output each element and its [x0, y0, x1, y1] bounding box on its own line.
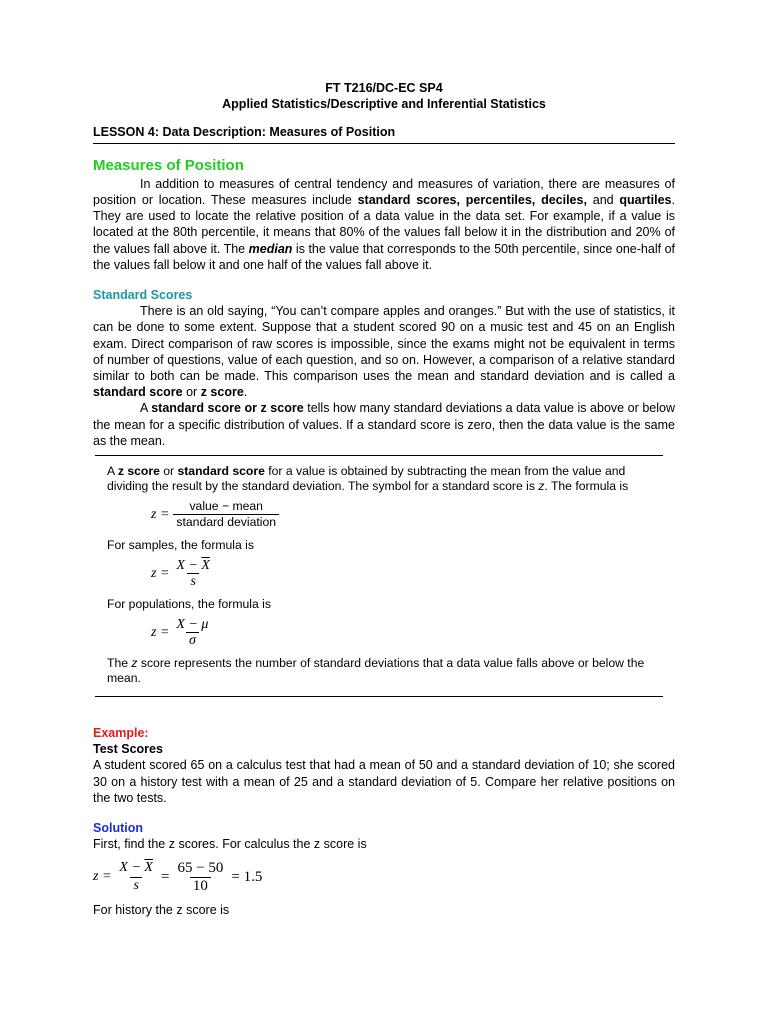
solution-text-2: For history the z score is — [93, 902, 230, 917]
section-title: Measures of Position — [93, 156, 244, 174]
course-title: Applied Statistics/Descriptive and Inferential Statistics — [222, 97, 546, 112]
standard-scores-heading: Standard Scores — [93, 288, 193, 303]
example-label: Example: — [93, 726, 149, 741]
formula-general: z = $\frac{\text{value − mean}}{\text{standard deviation}}$ — [151, 499, 663, 530]
document-content — [93, 80, 675, 918]
solution-text-1: First, find the z scores. For calculus the z score is — [93, 837, 367, 852]
solution-label: Solution — [93, 821, 143, 836]
definition-box — [95, 455, 663, 697]
measures-paragraph: In addition to measures of central tendency and measures of variation, there are measures of position or location. These measures include standard scores, percentiles, deciles, and quartiles. They are used to locate the relative position of a data value in the data set. For example, if a value is located at the 80th percentile, it means that 80% of the values fall below it in the distribution and 20% of the values fall above it. The median is the value that corresponds to the 50th percentile, since one-half of the values fall below it and one half of the values fall above it. — [93, 176, 676, 272]
z-score-explanation: The z score represents the number of standard deviations that a data value falls above or below the mean. — [107, 656, 645, 686]
example-text: A student scored 65 on a calculus test that had a mean of 50 and a standard deviation of 10; she scored 30 on a history test with a mean of 25 and a standard deviation of 5. Compare her relative positions on the two tests. — [93, 758, 675, 805]
populations-label: For populations, the formula is — [107, 597, 271, 612]
standard-scores-paragraph-1: There is an old saying, “You can’t compare apples and oranges.” But with the use of statistics, it can be done to some extent. Suppose that a student scored 90 on a music test and 45 on an English exam. Direct comparison of raw scores is impossible, since the exams might not be equivalent in terms of number of questions, value of each question, and so on. However, a comparison of a relative standard similar to both can be made. This comparison uses the mean and standard deviation and is called a standard score or z score. — [93, 304, 675, 400]
lesson-heading: LESSON 4: Data Description: Measures of Position — [93, 124, 675, 143]
calculus-z-calculation: z = $\frac{X - \overline{X}}{s}$ = $\frac{65 - 50}{10}$ = 1.5 — [93, 860, 263, 894]
formula-populations: z = $\frac{X - \mu}{\sigma}$ — [151, 617, 209, 649]
course-code: FT T216/DC-EC SP4 — [325, 81, 443, 95]
definition-text: A z score or standard score for a value is obtained by subtracting the mean from the value and dividing the result by the standard deviation. The symbol for a standard score is z. The formula is — [107, 464, 629, 494]
example-title: Test Scores — [93, 742, 163, 757]
formula-samples: z = $\frac{X - \overline{X}}{s}$ — [151, 558, 210, 590]
standard-scores-paragraph-2: A standard score or z score tells how many standard deviations a data value is above or below the mean for a specific distribution of values. If a standard score is zero, then the data value is the same as the mean. — [93, 401, 675, 448]
samples-label: For samples, the formula is — [107, 538, 254, 553]
